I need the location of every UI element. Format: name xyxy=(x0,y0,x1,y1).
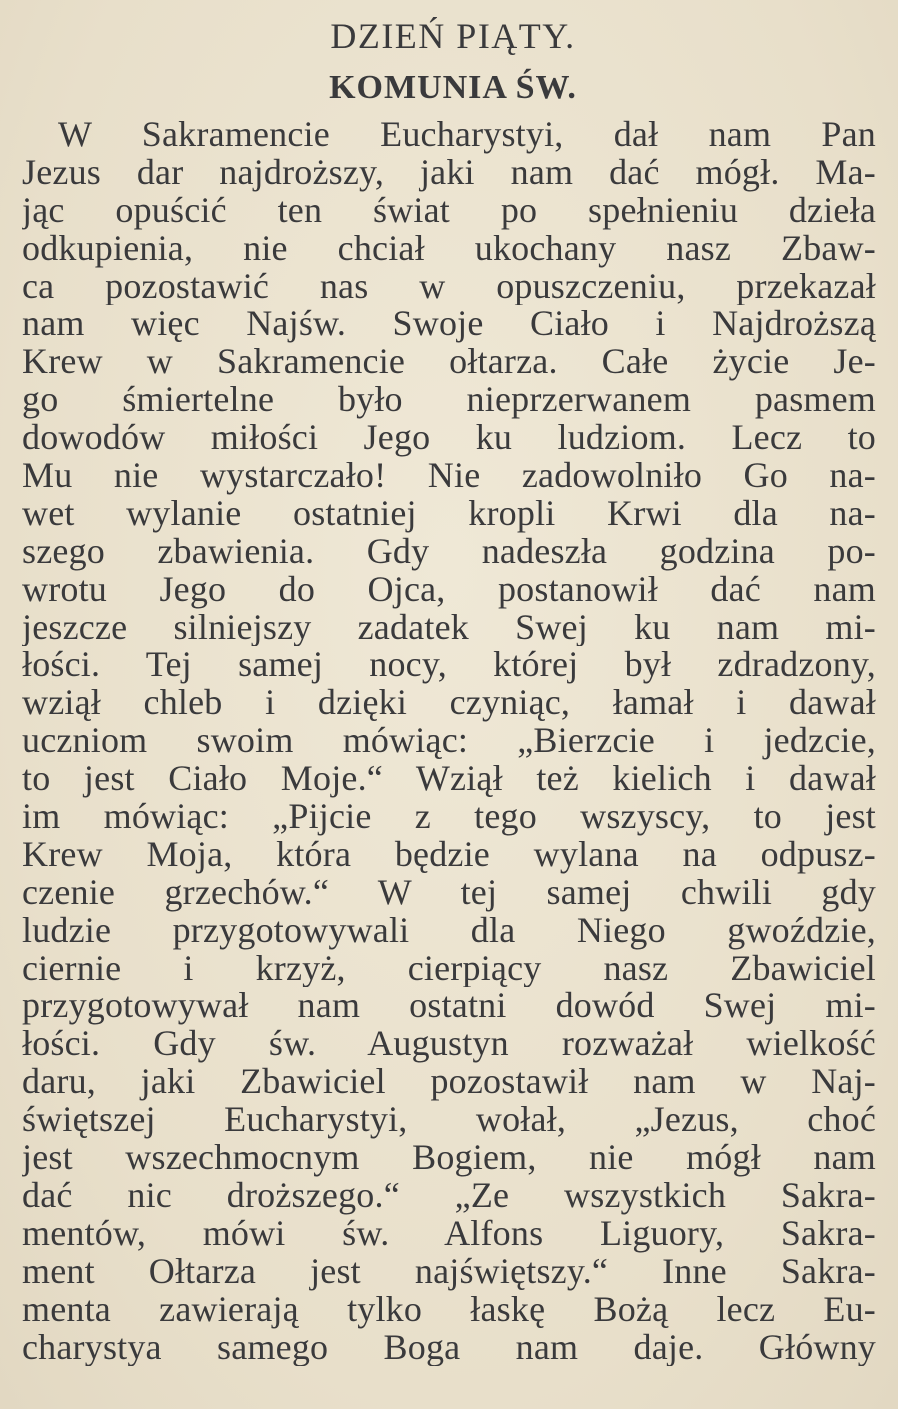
text-line: Krew w Sakramencie ołtarza. Całe życie Je- xyxy=(22,343,876,382)
day-title: DZIEŃ PIĄTY. xyxy=(330,16,576,56)
text-line: odkupienia, nie chciał ukochany nasz Zbaw- xyxy=(22,229,876,268)
text-line: łości. Tej samej nocy, której był zdradzony, xyxy=(22,646,876,685)
section-title: KOMUNIA ŚW. xyxy=(329,69,577,106)
text-line: charystya samego Boga nam daje. Główny xyxy=(22,1328,876,1367)
text-line: wet wylanie ostatniej kropli Krwi dla na- xyxy=(22,494,876,533)
text-line: go śmiertelne było nieprzerwanem pasmem xyxy=(22,381,876,420)
text-line: menta zawierają tylko łaskę Bożą lecz Eu- xyxy=(22,1290,876,1329)
text-line: mentów, mówi św. Alfons Liguory, Sakra- xyxy=(22,1214,876,1253)
text-line: daru, jaki Zbawiciel pozostawił nam w Naj- xyxy=(22,1063,876,1102)
text-line: Jezus dar najdroższy, jaki nam dać mógł. Ma- xyxy=(22,153,876,192)
text-line: Krew Moja, która będzie wylana na odpusz- xyxy=(22,835,876,874)
text-line: ca pozostawić nas w opuszczeniu, przekazał xyxy=(22,267,876,306)
text-line: nam więc Najśw. Swoje Ciało i Najdroższą xyxy=(22,305,876,344)
text-line: Mu nie wystarczało! Nie zadowolniło Go na- xyxy=(22,457,876,495)
text-line: wziął chleb i dzięki czyniąc, łamał i dawał xyxy=(22,684,876,723)
text-line: uczniom swoim mówiąc: „Bierzcie i jedzcie, xyxy=(22,722,876,761)
text-line: jeszcze silniejszy zadatek Swej ku nam mi- xyxy=(22,608,876,647)
text-line: jest wszechmocnym Bogiem, nie mógł nam xyxy=(22,1139,876,1177)
text-line: dowodów miłości Jego ku ludziom. Lecz to xyxy=(22,419,876,458)
text-line: świętszej Eucharystyi, wołał, „Jezus, choć xyxy=(22,1101,876,1140)
text-line: ment Ołtarza jest najświętszy.“ Inne Sakra- xyxy=(22,1252,876,1291)
text-line: ludzie przygotowywali dla Niego gwoździe, xyxy=(22,911,876,950)
text-line: wrotu Jego do Ojca, postanowił dać nam xyxy=(22,570,876,609)
text-line: szego zbawienia. Gdy nadeszła godzina po- xyxy=(22,532,876,571)
text-line: łości. Gdy św. Augustyn rozważał wielkość xyxy=(22,1025,876,1064)
text-line: W Sakramencie Eucharystyi, dał nam Pan xyxy=(58,116,876,154)
text-line: czenie grzechów.“ W tej samej chwili gdy xyxy=(22,873,876,912)
text-line: to jest Ciało Moje.“ Wziął też kielich i dawał xyxy=(22,760,876,799)
text-line: przygotowywał nam ostatni dowód Swej mi- xyxy=(22,987,876,1026)
text-line: ciernie i krzyż, cierpiący nasz Zbawiciel xyxy=(22,949,876,988)
body-paragraph xyxy=(22,116,876,1366)
text-line: im mówiąc: „Pijcie z tego wszyscy, to jest xyxy=(22,798,876,836)
text-line: dać nic droższego.“ „Ze wszystkich Sakra- xyxy=(22,1176,876,1215)
text-line: jąc opuścić ten świat po spełnieniu dzieła xyxy=(22,191,876,230)
